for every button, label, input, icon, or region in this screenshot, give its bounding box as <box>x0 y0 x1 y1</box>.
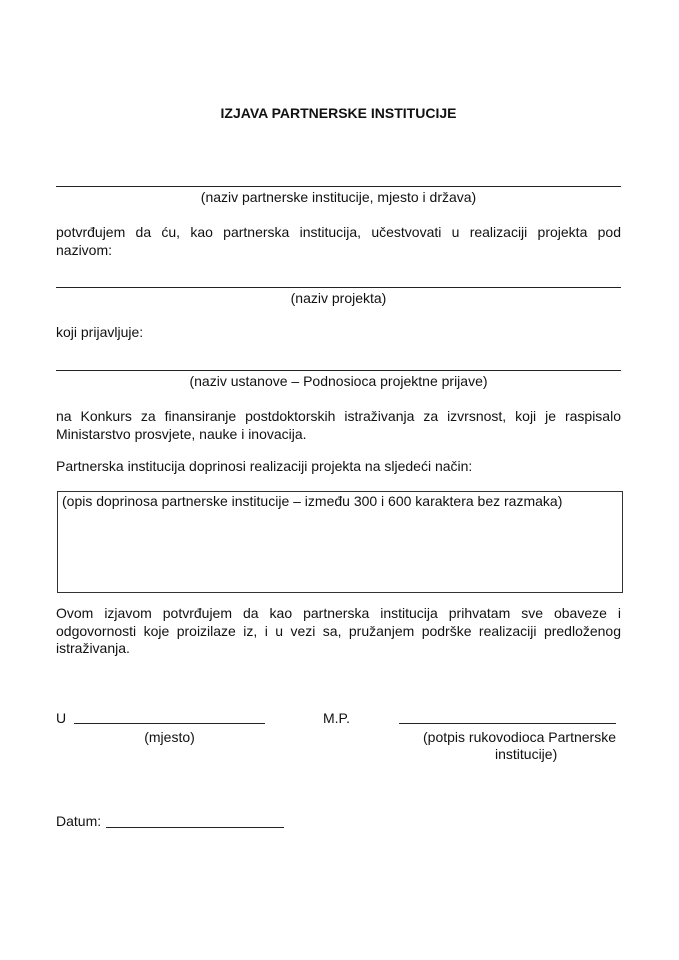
statement-paragraph <box>56 605 621 658</box>
contest-paragraph <box>56 408 621 443</box>
institution-name-field[interactable] <box>56 186 621 187</box>
confirm-line: potvrđujem da ću, kao partnerska institucija, učestvovati u realizaciji projekta pod <box>56 224 621 240</box>
place-caption: (mjesto) <box>144 729 195 745</box>
applicant-caption: (naziv ustanove – Podnosioca projektne prijave) <box>189 373 488 389</box>
contribution-text-box[interactable] <box>57 491 623 593</box>
date-label: Datum: <box>56 813 102 829</box>
institution-caption: (naziv partnerske institucije, mjesto i država) <box>200 189 477 205</box>
statement-line: istraživanja. <box>56 640 130 656</box>
date-field[interactable] <box>106 827 284 828</box>
signature-field[interactable] <box>399 723 616 724</box>
statement-line: odgovornosti koje proizilaze iz, i u vezi sa, pružanjem podrške realizaciji predloženog <box>56 622 621 639</box>
stamp-label: M.P. <box>323 710 350 726</box>
place-prefix: U <box>56 710 67 726</box>
contest-line: Ministarstvo prosvjete, nauke i inovacija. <box>56 425 307 442</box>
contribution-label: Partnerska institucija doprinosi realizaciji projekta na sljedeći način: <box>56 458 473 474</box>
confirm-paragraph <box>56 224 621 259</box>
contest-line: na Konkurs za finansiranje postdoktorskih istraživanja za izvrsnost, koji je raspisalo <box>56 408 621 424</box>
statement-line: Ovom izjavom potvrđujem da kao partnerska institucija prihvatam sve obaveze i <box>56 605 621 621</box>
signature-caption-text: institucije) <box>495 746 558 762</box>
page-title: IZJAVA PARTNERSKE INSTITUCIJE <box>220 105 457 121</box>
place-field[interactable] <box>74 723 265 724</box>
applicant-name-field[interactable] <box>56 370 621 371</box>
project-name-field[interactable] <box>56 287 621 288</box>
signature-caption-line1: (potpis rukovodioca Partnerske <box>423 729 616 745</box>
contribution-placeholder: (opis doprinosa partnerske institucije – između 300 i 600 karaktera bez razmaka) <box>62 493 563 509</box>
applicant-label: koji prijavljuje: <box>56 324 144 340</box>
confirm-line: nazivom: <box>56 241 113 258</box>
project-caption: (naziv projekta) <box>290 290 387 306</box>
